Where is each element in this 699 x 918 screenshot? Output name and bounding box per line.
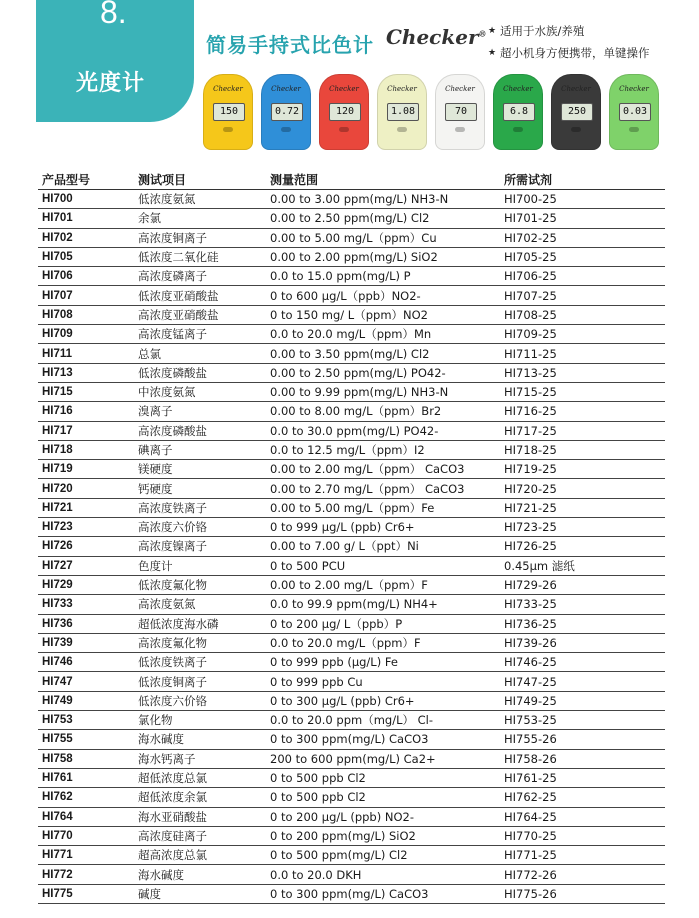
test-item-cell: 高浓度锰离子 — [134, 325, 266, 344]
test-item-cell: 色度计 — [134, 556, 266, 575]
reagent-cell: HI717-25 — [500, 421, 665, 440]
range-cell: 200 to 600 ppm(mg/L) Ca2+ — [266, 749, 500, 768]
device-display: 1.08 — [387, 103, 419, 121]
test-item-cell: 海水碱度 — [134, 730, 266, 749]
reagent-cell: HI755-26 — [500, 730, 665, 749]
range-cell: 0.00 to 7.00 g/ L（ppt）Ni — [266, 537, 500, 556]
device-button — [223, 127, 233, 132]
reagent-cell: HI700-25 — [500, 190, 665, 209]
range-cell: 0.0 to 99.9 ppm(mg/L) NH4+ — [266, 595, 500, 614]
colorimeter-device — [261, 74, 311, 150]
test-item-cell: 总氯 — [134, 344, 266, 363]
test-item-cell: 余氯 — [134, 209, 266, 228]
table-row — [38, 382, 665, 401]
test-item-cell: 超高浓度总氯 — [134, 846, 266, 865]
device-button — [339, 127, 349, 132]
reagent-cell: HI729-26 — [500, 575, 665, 594]
feature-list — [488, 20, 650, 64]
table-row — [38, 788, 665, 807]
feature-text: 适用于水族/养殖 — [500, 24, 585, 38]
star-icon: ★ — [488, 48, 497, 58]
test-item-cell: 钙硬度 — [134, 479, 266, 498]
reagent-cell: HI715-25 — [500, 382, 665, 401]
colorimeter-device — [203, 74, 253, 150]
product-title: 简易手持式比色计 — [206, 33, 374, 57]
reagent-cell: HI708-25 — [500, 305, 665, 324]
table-row — [38, 672, 665, 691]
range-cell: 0.00 to 2.00 mg/L（ppm） CaCO3 — [266, 460, 500, 479]
range-cell: 0.00 to 2.50 ppm(mg/L) Cl2 — [266, 209, 500, 228]
test-item-cell: 低浓度铁离子 — [134, 653, 266, 672]
section-number: 8. — [100, 0, 127, 30]
model-cell: HI749 — [38, 691, 134, 710]
model-cell: HI747 — [38, 672, 134, 691]
star-icon: ★ — [488, 26, 497, 36]
model-cell: HI707 — [38, 286, 134, 305]
model-cell: HI733 — [38, 595, 134, 614]
section-title: 光度计 — [76, 71, 146, 96]
table-row — [38, 228, 665, 247]
brand-logo — [386, 25, 486, 49]
reagent-cell: HI719-25 — [500, 460, 665, 479]
table-row — [38, 846, 665, 865]
range-cell: 0 to 300 ppm(mg/L) CaCO3 — [266, 730, 500, 749]
table-row — [38, 498, 665, 517]
range-cell: 0 to 200 μg/ L（ppb）P — [266, 614, 500, 633]
colorimeter-device — [493, 74, 543, 150]
model-cell: HI755 — [38, 730, 134, 749]
reagent-cell: HI713-25 — [500, 363, 665, 382]
device-logo: Checker — [619, 85, 649, 93]
range-cell: 0 to 500 ppb Cl2 — [266, 788, 500, 807]
model-cell: HI775 — [38, 884, 134, 903]
test-item-cell: 高浓度氟化物 — [134, 633, 266, 652]
reagent-cell: HI711-25 — [500, 344, 665, 363]
model-cell: HI718 — [38, 440, 134, 459]
test-item-cell: 超低浓度总氯 — [134, 768, 266, 787]
colorimeter-device — [319, 74, 369, 150]
table-row — [38, 691, 665, 710]
table-row — [38, 344, 665, 363]
header-test-item: 测试项目 — [134, 170, 266, 190]
table-row — [38, 190, 665, 209]
table-row — [38, 363, 665, 382]
reagent-cell: HI736-25 — [500, 614, 665, 633]
range-cell: 0.00 to 2.00 mg/L（ppm）F — [266, 575, 500, 594]
reagent-cell: HI749-25 — [500, 691, 665, 710]
test-item-cell: 碱度 — [134, 884, 266, 903]
test-item-cell: 高浓度亚硝酸盐 — [134, 305, 266, 324]
device-lineup — [203, 74, 659, 152]
model-cell: HI715 — [38, 382, 134, 401]
device-logo: Checker — [271, 85, 301, 93]
reagent-cell: HI723-25 — [500, 518, 665, 537]
device-display: 0.72 — [271, 103, 303, 121]
reagent-cell: HI770-25 — [500, 826, 665, 845]
table-row — [38, 807, 665, 826]
range-cell: 0 to 999 ppb (μg/L) Fe — [266, 653, 500, 672]
model-cell: HI719 — [38, 460, 134, 479]
test-item-cell: 高浓度氨氮 — [134, 595, 266, 614]
test-item-cell: 碘离子 — [134, 440, 266, 459]
table-row — [38, 440, 665, 459]
range-cell: 0 to 999 ppb Cu — [266, 672, 500, 691]
reagent-cell: HI701-25 — [500, 209, 665, 228]
reagent-cell: HI733-25 — [500, 595, 665, 614]
range-cell: 0.0 to 15.0 ppm(mg/L) P — [266, 267, 500, 286]
device-logo: Checker — [329, 85, 359, 93]
range-cell: 0 to 500 PCU — [266, 556, 500, 575]
range-cell: 0.00 to 5.00 mg/L（ppm）Fe — [266, 498, 500, 517]
range-cell: 0.00 to 2.00 ppm(mg/L) SiO2 — [266, 247, 500, 266]
reagent-cell: HI761-25 — [500, 768, 665, 787]
reagent-cell: HI746-25 — [500, 653, 665, 672]
table-row — [38, 209, 665, 228]
range-cell: 0 to 200 μg/L (ppb) NO2- — [266, 807, 500, 826]
reagent-cell: HI721-25 — [500, 498, 665, 517]
model-cell: HI717 — [38, 421, 134, 440]
device-display: 150 — [213, 103, 245, 121]
colorimeter-device — [551, 74, 601, 150]
brand-name: Checker — [386, 25, 479, 49]
reagent-cell: HI702-25 — [500, 228, 665, 247]
test-item-cell: 镁硬度 — [134, 460, 266, 479]
model-cell: HI761 — [38, 768, 134, 787]
test-item-cell: 低浓度铜离子 — [134, 672, 266, 691]
model-cell: HI701 — [38, 209, 134, 228]
colorimeter-device — [435, 74, 485, 150]
device-display: 250 — [561, 103, 593, 121]
reagent-cell: HI720-25 — [500, 479, 665, 498]
device-display: 70 — [445, 103, 477, 121]
range-cell: 0.0 to 20.0 mg/L（ppm）F — [266, 633, 500, 652]
table-row — [38, 865, 665, 884]
range-cell: 0.0 to 20.0 mg/L（ppm）Mn — [266, 325, 500, 344]
reagent-cell: HI716-25 — [500, 402, 665, 421]
model-cell: HI720 — [38, 479, 134, 498]
reagent-cell: HI718-25 — [500, 440, 665, 459]
device-button — [397, 127, 407, 132]
table-row — [38, 826, 665, 845]
range-cell: 0 to 300 μg/L (ppb) Cr6+ — [266, 691, 500, 710]
model-cell: HI753 — [38, 711, 134, 730]
range-cell: 0.0 to 20.0 ppm（mg/L） Cl- — [266, 711, 500, 730]
table-row — [38, 421, 665, 440]
test-item-cell: 高浓度硅离子 — [134, 826, 266, 845]
table-row — [38, 325, 665, 344]
test-item-cell: 低浓度二氧化硅 — [134, 247, 266, 266]
table-row — [38, 595, 665, 614]
test-item-cell: 高浓度铜离子 — [134, 228, 266, 247]
model-cell: HI716 — [38, 402, 134, 421]
model-cell: HI771 — [38, 846, 134, 865]
test-item-cell: 溴离子 — [134, 402, 266, 421]
table-row — [38, 460, 665, 479]
reagent-cell: HI753-25 — [500, 711, 665, 730]
table-row — [38, 305, 665, 324]
range-cell: 0.00 to 3.50 ppm(mg/L) Cl2 — [266, 344, 500, 363]
table-row — [38, 768, 665, 787]
reagent-cell: HI739-26 — [500, 633, 665, 652]
header-reagent: 所需试剂 — [500, 170, 665, 190]
model-cell: HI723 — [38, 518, 134, 537]
range-cell: 0 to 500 ppm(mg/L) Cl2 — [266, 846, 500, 865]
feature-text: 超小机身方便携带，单键操作 — [500, 46, 650, 60]
test-item-cell: 低浓度六价铬 — [134, 691, 266, 710]
test-item-cell: 海水亚硝酸盐 — [134, 807, 266, 826]
model-cell: HI713 — [38, 363, 134, 382]
reagent-cell: HI758-26 — [500, 749, 665, 768]
device-button — [455, 127, 465, 132]
table-row — [38, 614, 665, 633]
feature-item — [488, 20, 650, 42]
device-logo: Checker — [561, 85, 591, 93]
table-row — [38, 518, 665, 537]
colorimeter-device — [377, 74, 427, 150]
model-cell: HI739 — [38, 633, 134, 652]
test-item-cell: 高浓度镍离子 — [134, 537, 266, 556]
reagent-cell: HI707-25 — [500, 286, 665, 305]
model-cell: HI762 — [38, 788, 134, 807]
table-row — [38, 267, 665, 286]
table-row — [38, 402, 665, 421]
test-item-cell: 低浓度亚硝酸盐 — [134, 286, 266, 305]
model-cell: HI770 — [38, 826, 134, 845]
colorimeter-device — [609, 74, 659, 150]
model-cell: HI764 — [38, 807, 134, 826]
model-cell: HI726 — [38, 537, 134, 556]
range-cell: 0 to 600 μg/L（ppb）NO2- — [266, 286, 500, 305]
device-button — [281, 127, 291, 132]
table-row — [38, 653, 665, 672]
reagent-cell: HI747-25 — [500, 672, 665, 691]
range-cell: 0 to 500 ppb Cl2 — [266, 768, 500, 787]
header-range: 测量范围 — [266, 170, 500, 190]
range-cell: 0.0 to 20.0 DKH — [266, 865, 500, 884]
test-item-cell: 高浓度铁离子 — [134, 498, 266, 517]
reagent-cell: HI705-25 — [500, 247, 665, 266]
reagent-cell: HI709-25 — [500, 325, 665, 344]
test-item-cell: 氯化物 — [134, 711, 266, 730]
test-item-cell: 超低浓度海水磷 — [134, 614, 266, 633]
reagent-cell: HI772-26 — [500, 865, 665, 884]
table-row — [38, 537, 665, 556]
model-cell: HI711 — [38, 344, 134, 363]
range-cell: 0 to 150 mg/ L（ppm）NO2 — [266, 305, 500, 324]
test-item-cell: 海水碱度 — [134, 865, 266, 884]
table-row — [38, 633, 665, 652]
table-row — [38, 711, 665, 730]
range-cell: 0.00 to 8.00 mg/L（ppm）Br2 — [266, 402, 500, 421]
reagent-cell: HI706-25 — [500, 267, 665, 286]
device-logo: Checker — [503, 85, 533, 93]
test-item-cell: 高浓度六价铬 — [134, 518, 266, 537]
reagent-cell: HI764-25 — [500, 807, 665, 826]
table-row — [38, 286, 665, 305]
table-row — [38, 479, 665, 498]
device-button — [571, 127, 581, 132]
model-cell: HI702 — [38, 228, 134, 247]
device-logo: Checker — [213, 85, 243, 93]
test-item-cell: 低浓度氟化物 — [134, 575, 266, 594]
device-button — [629, 127, 639, 132]
table-row — [38, 556, 665, 575]
test-item-cell: 低浓度磷酸盐 — [134, 363, 266, 382]
range-cell: 0.00 to 2.50 ppm(mg/L) PO42- — [266, 363, 500, 382]
table-row — [38, 575, 665, 594]
test-item-cell: 超低浓度余氯 — [134, 788, 266, 807]
table-header-row — [38, 170, 665, 190]
model-cell: HI727 — [38, 556, 134, 575]
range-cell: 0.0 to 12.5 mg/L（ppm）I2 — [266, 440, 500, 459]
range-cell: 0.00 to 5.00 mg/L（ppm）Cu — [266, 228, 500, 247]
model-cell: HI700 — [38, 190, 134, 209]
reagent-cell: HI762-25 — [500, 788, 665, 807]
model-cell: HI746 — [38, 653, 134, 672]
table-row — [38, 749, 665, 768]
device-display: 6.8 — [503, 103, 535, 121]
device-logo: Checker — [387, 85, 417, 93]
product-table — [38, 170, 665, 904]
model-cell: HI758 — [38, 749, 134, 768]
range-cell: 0.0 to 30.0 ppm(mg/L) PO42- — [266, 421, 500, 440]
device-display: 120 — [329, 103, 361, 121]
model-cell: HI772 — [38, 865, 134, 884]
model-cell: HI708 — [38, 305, 134, 324]
header-model: 产品型号 — [38, 170, 134, 190]
model-cell: HI706 — [38, 267, 134, 286]
table-row — [38, 884, 665, 903]
range-cell: 0.00 to 2.70 mg/L（ppm） CaCO3 — [266, 479, 500, 498]
model-cell: HI709 — [38, 325, 134, 344]
device-display: 0.03 — [619, 103, 651, 121]
range-cell: 0.00 to 9.99 ppm(mg/L) NH3-N — [266, 382, 500, 401]
test-item-cell: 高浓度磷离子 — [134, 267, 266, 286]
reagent-cell: HI775-26 — [500, 884, 665, 903]
device-logo: Checker — [445, 85, 475, 93]
range-cell: 0 to 999 μg/L (ppb) Cr6+ — [266, 518, 500, 537]
reagent-cell: HI726-25 — [500, 537, 665, 556]
range-cell: 0 to 300 ppm(mg/L) CaCO3 — [266, 884, 500, 903]
test-item-cell: 高浓度磷酸盐 — [134, 421, 266, 440]
model-cell: HI729 — [38, 575, 134, 594]
reagent-cell: 0.45μm 滤纸 — [500, 556, 665, 575]
table-row — [38, 730, 665, 749]
range-cell: 0 to 200 ppm(mg/L) SiO2 — [266, 826, 500, 845]
registered-mark: ® — [478, 28, 487, 39]
model-cell: HI721 — [38, 498, 134, 517]
table-row — [38, 247, 665, 266]
test-item-cell: 中浓度氨氮 — [134, 382, 266, 401]
test-item-cell: 低浓度氨氮 — [134, 190, 266, 209]
device-button — [513, 127, 523, 132]
test-item-cell: 海水钙离子 — [134, 749, 266, 768]
range-cell: 0.00 to 3.00 ppm(mg/L) NH3-N — [266, 190, 500, 209]
model-cell: HI736 — [38, 614, 134, 633]
feature-item — [488, 42, 650, 64]
model-cell: HI705 — [38, 247, 134, 266]
reagent-cell: HI771-25 — [500, 846, 665, 865]
